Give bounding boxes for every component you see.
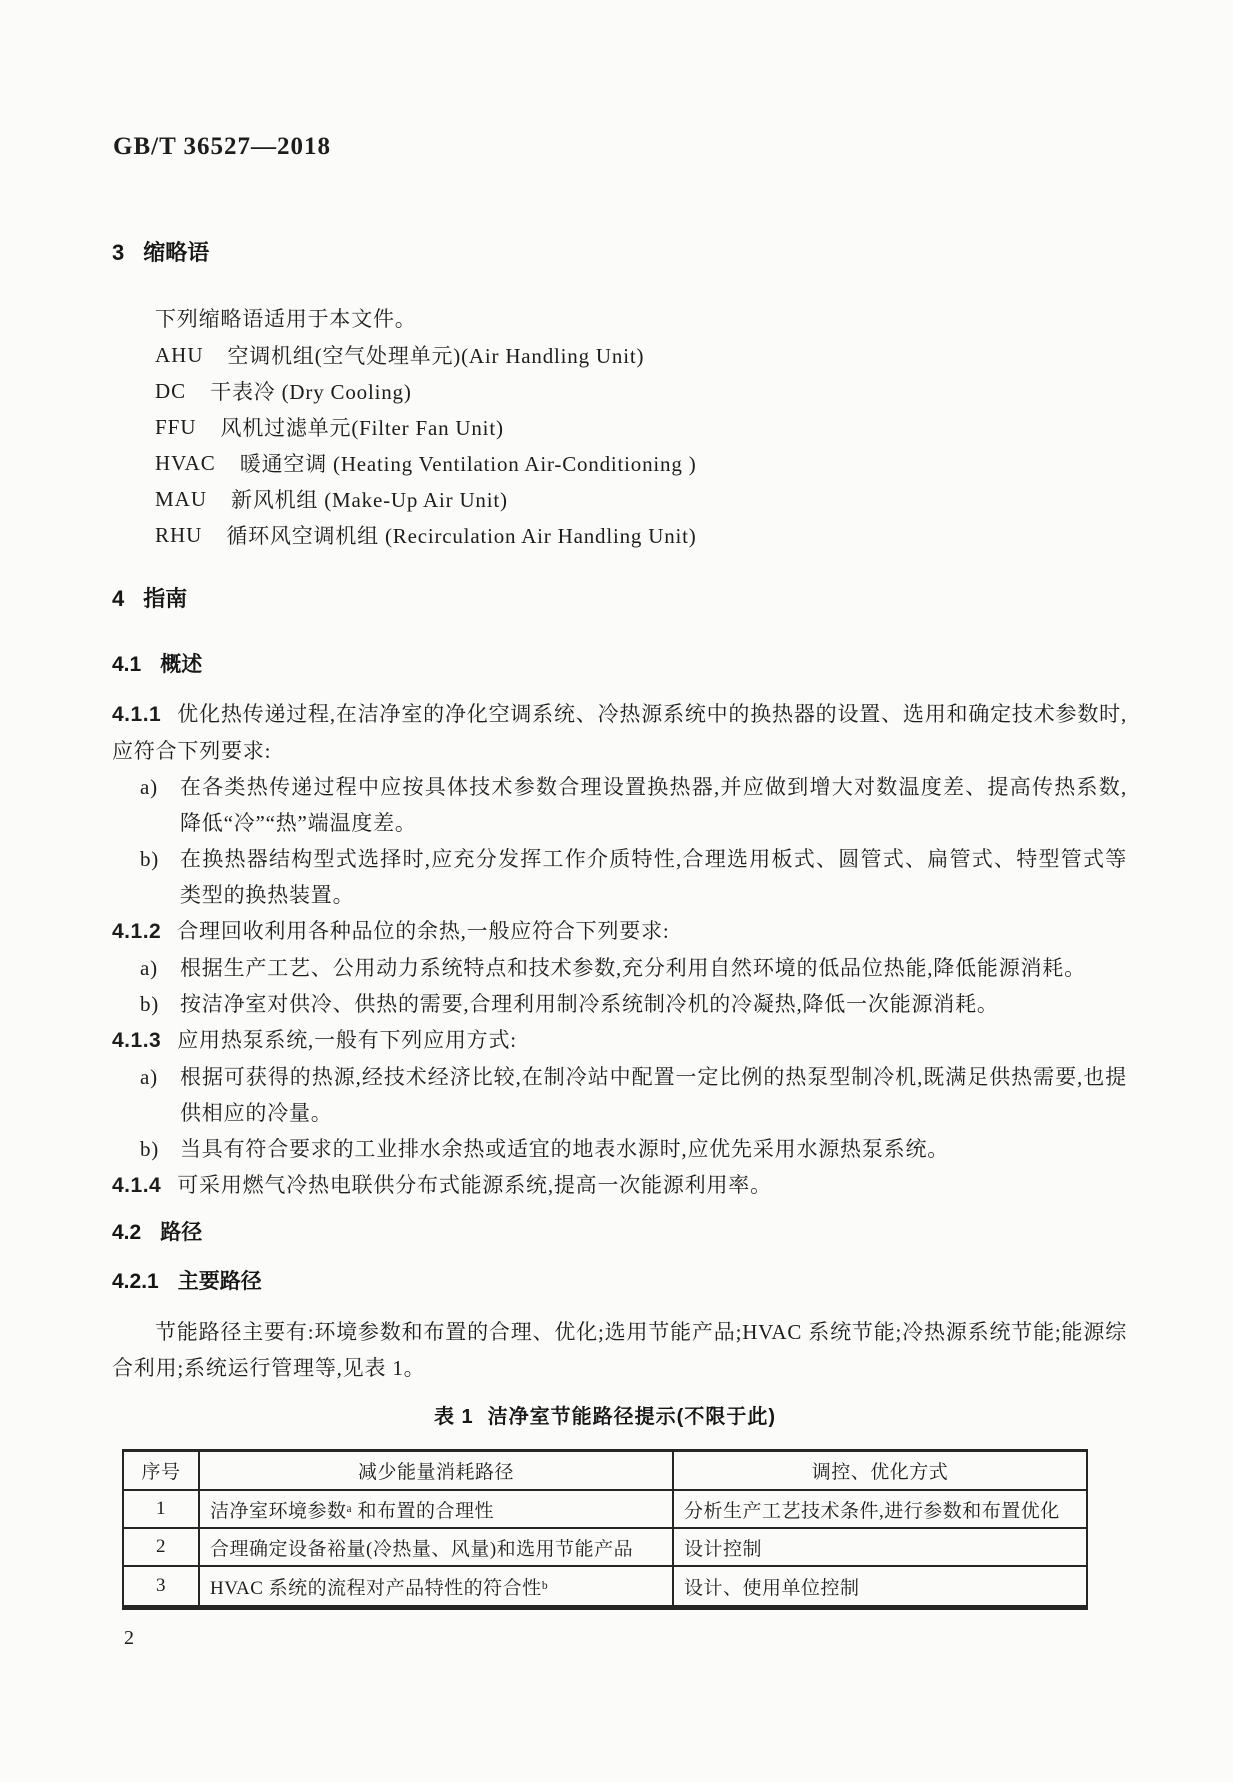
- clause-number: 4.1.4: [112, 1174, 162, 1197]
- abbr-term: FFU: [155, 414, 197, 439]
- table-header-path: 减少能量消耗路径: [200, 1452, 674, 1491]
- table-cell-method: 设计、使用单位控制: [684, 1577, 860, 1599]
- list-item-label: b): [140, 1137, 160, 1161]
- list-item-b: [140, 841, 1127, 913]
- section-4-1-heading: [112, 648, 202, 678]
- section-4-1-number: 4.1: [112, 653, 142, 676]
- clause-text: 优化热传递过程,在洁净室的净化空调系统、冷热源系统中的换热器的设置、选用和确定技术参数时,应符合下列要求:: [112, 702, 1127, 763]
- abbreviation-item: [155, 445, 1130, 481]
- list-item-text: 在各类热传递过程中应按具体技术参数合理设置换热器,并应做到增大对数温度差、提高传热系数,降低“冷”“热”端温度差。: [180, 775, 1127, 835]
- section-4-heading: [112, 582, 187, 613]
- abbr-definition: 循环风空调机组 (Recirculation Air Handling Unit): [226, 524, 697, 548]
- list-item-label: b): [140, 992, 160, 1016]
- abbr-definition: 空调机组(空气处理单元)(Air Handling Unit): [227, 344, 645, 368]
- table-1-title: 洁净室节能路径提示(不限于此): [487, 1406, 776, 1428]
- section-4-number: 4: [112, 586, 125, 611]
- clause-number: 4.1.1: [112, 703, 162, 726]
- list-item-a: [140, 1059, 1127, 1131]
- paths-paragraph: 节能路径主要有:环境参数和布置的合理、优化;选用节能产品;HVAC 系统节能;冷热源系统节能;能源综合利用;系统运行管理等,见表 1。: [112, 1320, 1127, 1380]
- section-4-title: 指南: [143, 586, 188, 611]
- doc-number: GB/T 36527—2018: [113, 133, 332, 160]
- abbreviation-item: [155, 409, 1130, 445]
- clause-block: [112, 696, 1127, 1204]
- clause-number: 4.1.2: [112, 920, 162, 943]
- section-4-2-title: 路径: [160, 1221, 203, 1244]
- table-cell-no: 1: [124, 1491, 200, 1529]
- abbr-definition: 干表冷 (Dry Cooling): [210, 380, 412, 404]
- table-1-caption: [122, 1400, 1088, 1429]
- section-4-2-1-title: 主要路径: [177, 1270, 262, 1293]
- abbr-term: RHU: [155, 522, 203, 547]
- section-4-2-1-heading: [112, 1265, 262, 1295]
- clause-number: 4.1.3: [112, 1029, 162, 1052]
- list-item-label: a): [140, 956, 158, 980]
- abbreviation-item: [155, 517, 1130, 553]
- table-cell-path: 合理确定设备裕量(冷热量、风量)和选用节能产品: [200, 1529, 674, 1567]
- abbreviation-item: [155, 337, 1130, 373]
- abbr-term: MAU: [155, 486, 208, 511]
- list-item-text: 在换热器结构型式选择时,应充分发挥工作介质特性,合理选用板式、圆管式、扁管式、特型管式等类型的换热装置。: [180, 847, 1127, 907]
- section-4-2-number: 4.2: [112, 1221, 142, 1244]
- list-item-text: 按洁净室对供冷、供热的需要,合理利用制冷系统制冷机的冷凝热,降低一次能源消耗。: [180, 992, 999, 1016]
- abbr-intro-paragraph: 下列缩略语适用于本文件。: [155, 307, 417, 331]
- table-cell-no: 2: [124, 1529, 200, 1567]
- table-cell-method: 设计控制: [674, 1529, 1086, 1567]
- clause-text: 合理回收利用各种品位的余热,一般应符合下列要求:: [177, 919, 670, 943]
- list-item-text: 根据可获得的热源,经技术经济比较,在制冷站中配置一定比例的热泵型制冷机,既满足供热需要,也提供相应的冷量。: [180, 1065, 1127, 1125]
- section-3-number: 3: [112, 240, 125, 265]
- abbreviation-item: [155, 481, 1130, 517]
- section-4-2-heading: [112, 1216, 202, 1246]
- page-number: 2: [124, 1627, 135, 1649]
- section-3-title: 缩略语: [143, 240, 210, 265]
- table-cell-path: HVAC 系统的流程对产品特性的符合性ᵇ: [200, 1567, 674, 1605]
- table-1-label: 表 1: [433, 1406, 474, 1428]
- clause-4-1-4: [112, 1167, 1127, 1204]
- table-cell-no: 3: [124, 1567, 200, 1605]
- list-item-text: 根据生产工艺、公用动力系统特点和技术参数,充分利用自然环境的低品位热能,降低能源消耗。: [180, 956, 1086, 980]
- clause-text: 应用热泵系统,一般有下列应用方式:: [177, 1028, 517, 1052]
- clause-4-1-1: [112, 696, 1127, 769]
- list-item-label: a): [140, 775, 158, 799]
- list-item-b: [140, 986, 1127, 1022]
- abbreviation-item: [155, 373, 1130, 409]
- list-item-text: 当具有符合要求的工业排水余热或适宜的地表水源时,应优先采用水源热泵系统。: [180, 1137, 950, 1161]
- section-4-2-1-number: 4.2.1: [112, 1270, 159, 1293]
- abbr-definition: 新风机组 (Make-Up Air Unit): [231, 488, 508, 512]
- table-1: [122, 1449, 1088, 1610]
- clause-4-1-2: [112, 913, 1127, 950]
- table-cell-method: 分析生产工艺技术条件,进行参数和布置优化: [674, 1491, 1086, 1529]
- clause-4-1-3: [112, 1022, 1127, 1059]
- table-header-method: 调控、优化方式: [674, 1452, 1086, 1491]
- list-item-a: [140, 769, 1127, 841]
- table-cell-path: 洁净室环境参数ᵃ 和布置的合理性: [200, 1491, 674, 1529]
- section-4-1-title: 概述: [160, 653, 203, 676]
- abbr-term: AHU: [155, 342, 204, 367]
- abbreviation-list: [155, 337, 1130, 553]
- section-3-heading: [112, 236, 209, 267]
- list-item-b: [140, 1131, 1127, 1167]
- abbr-definition: 风机过滤单元(Filter Fan Unit): [220, 416, 504, 440]
- list-item-label: a): [140, 1065, 158, 1089]
- table-header-no: 序号: [124, 1452, 200, 1491]
- abbr-term: DC: [155, 378, 187, 403]
- list-item-a: [140, 950, 1127, 986]
- abbr-definition: 暖通空调 (Heating Ventilation Air-Conditioning ): [239, 452, 697, 476]
- list-item-label: b): [140, 847, 160, 871]
- abbr-term: HVAC: [155, 450, 216, 475]
- clause-text: 可采用燃气冷热电联供分布式能源系统,提高一次能源利用率。: [177, 1173, 772, 1197]
